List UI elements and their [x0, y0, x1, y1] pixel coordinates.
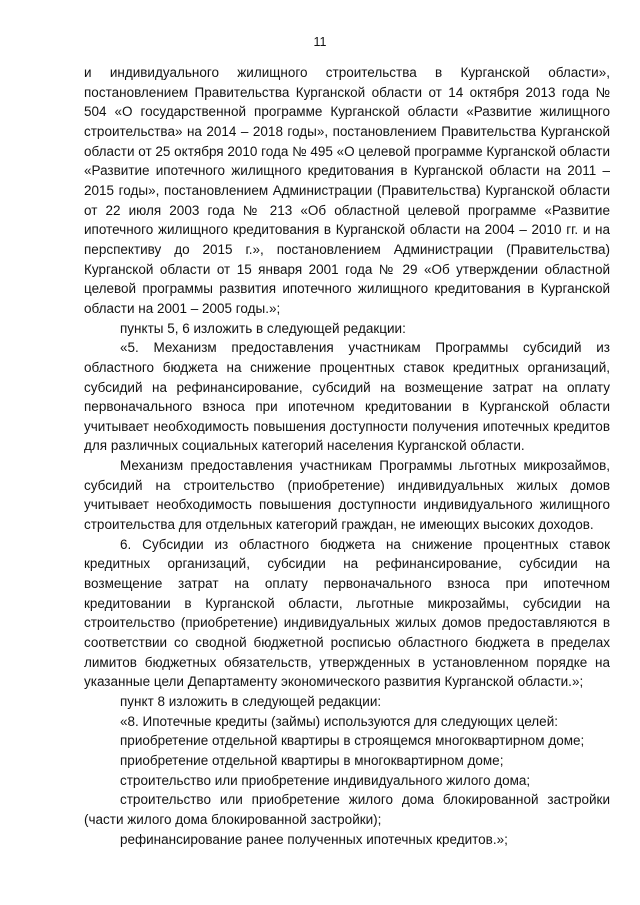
- paragraph-program-references: и индивидуального жилищного строительства в Курганской области», постановлением Правительства Курганской области от 14 октября 2013 года № 504 «О государственной программе Курганской области «Развитие жилищного строительства» на 2014 – 2018 годы», постановлением Правительства Курганской области от 25 октября 2010 года № 495 «О целевой программе Курганской области «Развитие ипотечного жилищного кредитования в Курганской области на 2011 – 2015 годы», постановлением Администрации (Правительства) Курганской области от 22 июля 2003 года № 213 «Об областной целевой программе «Развитие ипотечного жилищного кредитования в Курганской области на 2004 – 2010 гг. и на перспективу до 2015 г.», постановлением Администрации (Правительства) Курганской области от 15 января 2001 года № 29 «Об утверждении областной целевой программы развития ипотечного жилищного кредитования в Курганской области на 2001 – 2005 годы.»;: [84, 65, 610, 316]
- document-body: [84, 63, 610, 849]
- paragraph-points-5-6-intro: пункты 5, 6 изложить в следующей редакции:: [120, 320, 406, 336]
- list-item-purpose: приобретение отдельной квартиры в многоквартирном доме;: [120, 752, 504, 768]
- page-number: 11: [313, 35, 327, 49]
- list-item-purpose: строительство или приобретение жилого дома блокированной застройки (части жилого дома блокированной застройки);: [84, 792, 610, 827]
- list-item-purpose: рефинансирование ранее полученных ипотечных кредитов.»;: [120, 831, 508, 847]
- paragraph-point-8: «8. Ипотечные кредиты (займы) используются для следующих целей:: [120, 713, 558, 729]
- list-item-purpose: приобретение отдельной квартиры в строящемся многоквартирном доме;: [120, 733, 585, 749]
- list-item-purpose: строительство или приобретение индивидуального жилого дома;: [120, 772, 531, 788]
- paragraph-point-8-intro: пункт 8 изложить в следующей редакции:: [120, 694, 382, 709]
- paragraph-point-6: 6. Субсидии из областного бюджета на снижение процентных ставок кредитных организаций, субсидии на рефинансирование, субсидии на возмещение затрат на оплату первоначального взноса при ипотечном кредитовании в Курганской области, льготные микрозаймы, субсидии на строительство (приобретение) индивидуальных жилых домов предоставляются в соответствии со сводной бюджетной росписью областного бюджета в пределах лимитов бюджетных обязательств, утвержденных в установленном порядке на указанные цели Департаменту экономического развития Курганской области.»;: [84, 536, 610, 690]
- paragraph-point-5: «5. Механизм предоставления участникам Программы субсидий из областного бюджета на снижение процентных ставок кредитных организаций, субсидий на рефинансирование, субсидий на возмещение затрат на оплату первоначального взноса при ипотечном кредитовании в Курганской области учитывает необходимость повышения доступности получения ипотечных кредитов для различных социальных категорий населения Курганской области.: [84, 340, 610, 454]
- paragraph-point-5-microloans: Механизм предоставления участникам Программы льготных микрозаймов, субсидий на строительство (приобретение) индивидуальных жилых домов учитывает необходимость повышения доступности индивидуального жилищного строительства для отдельных категорий граждан, не имеющих высоких доходов.: [84, 458, 610, 533]
